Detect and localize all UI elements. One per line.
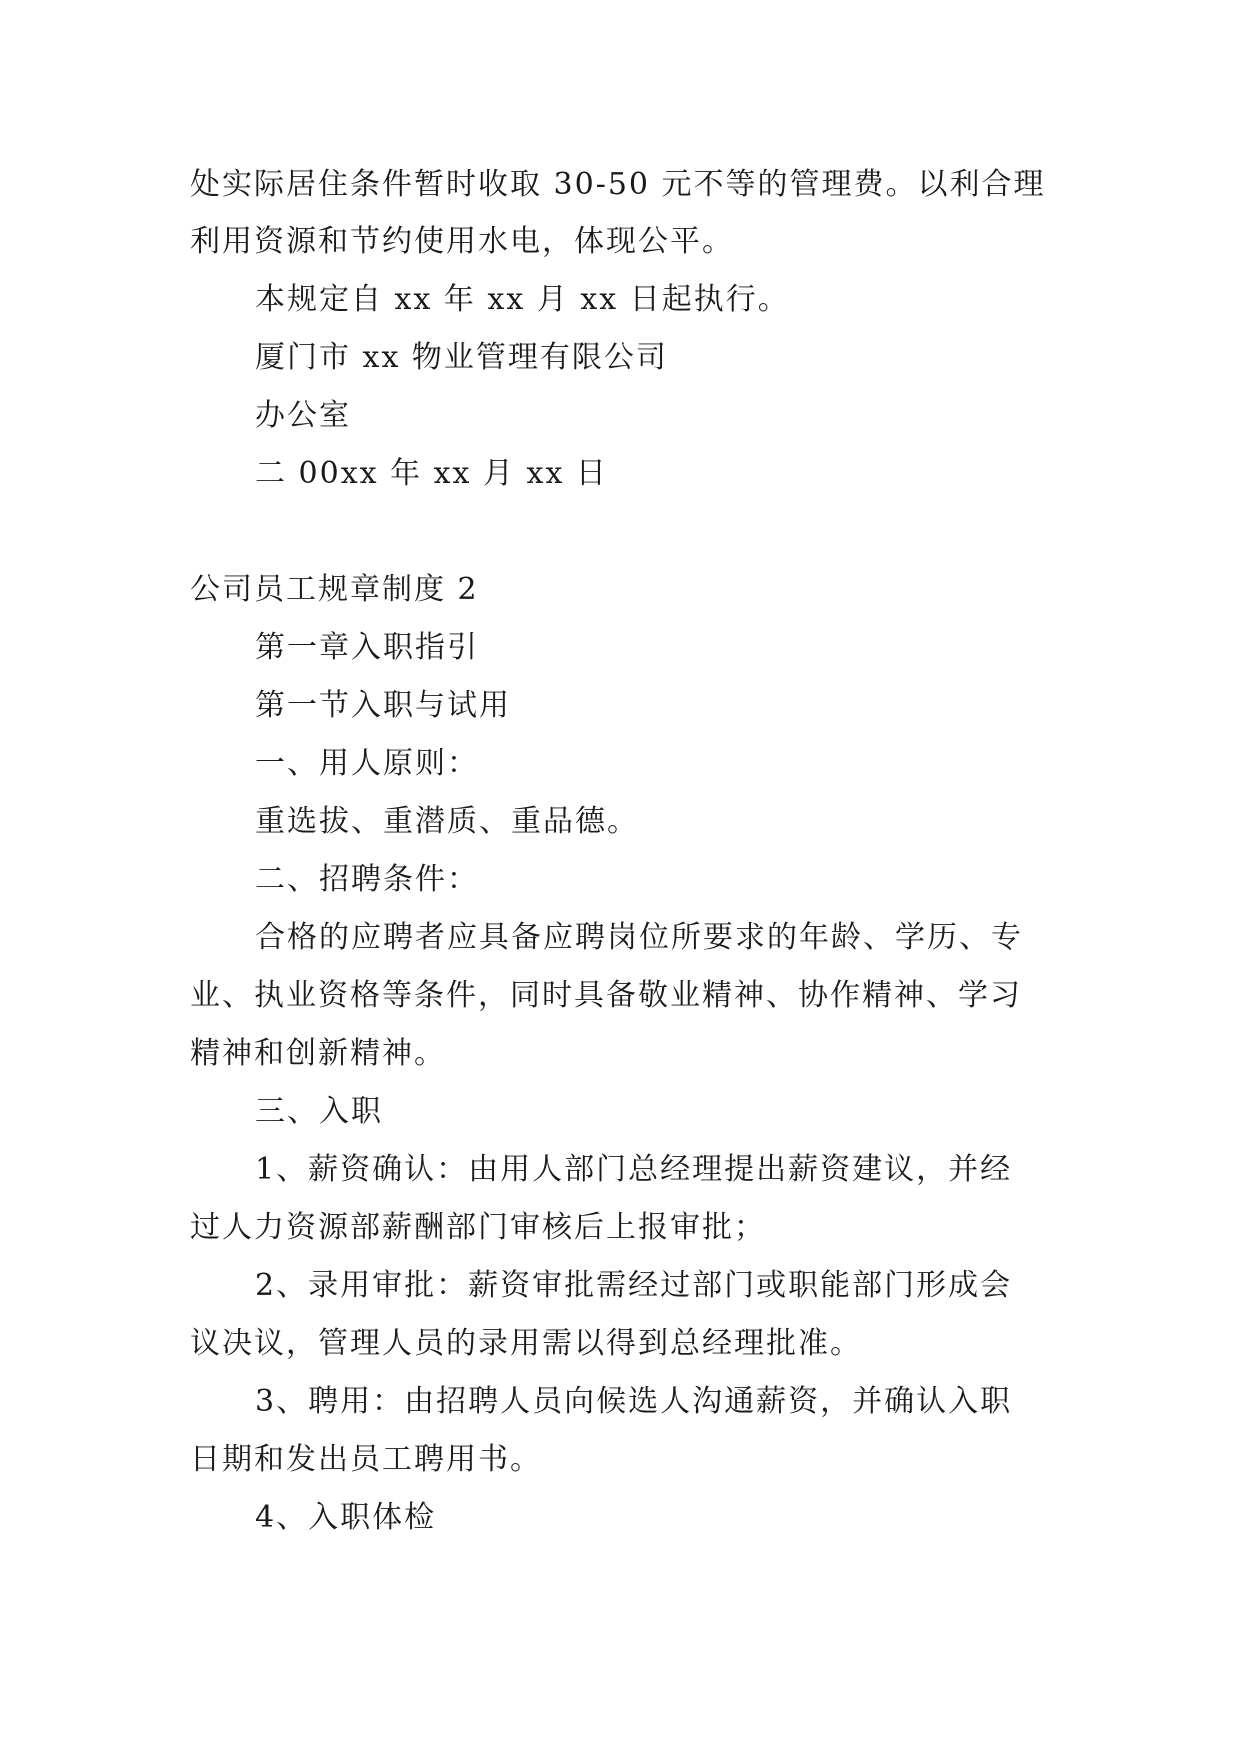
paragraph-line: 重选拔、重潜质、重品德。	[255, 804, 639, 839]
paragraph-line: 过人力资源部薪酬部门审核后上报审批；	[190, 1210, 766, 1245]
chapter-heading: 第一章入职指引	[255, 630, 479, 665]
effective-date-line: 本规定自 xx 年 xx 月 xx 日起执行。	[255, 282, 790, 317]
paragraph-line: 合格的应聘者应具备应聘岗位所要求的年龄、学历、专	[255, 920, 1023, 955]
department-name: 办公室	[255, 398, 351, 433]
company-name: 厦门市 xx 物业管理有限公司	[255, 340, 668, 375]
paragraph-line: 议决议，管理人员的录用需以得到总经理批准。	[190, 1326, 862, 1361]
item-heading: 三、入职	[255, 1094, 383, 1129]
document-title: 公司员工规章制度 2	[190, 572, 479, 607]
paragraph-line: 3、聘用：由招聘人员向候选人沟通薪资，并确认入职	[255, 1384, 1013, 1419]
section-heading: 第一节入职与试用	[255, 688, 511, 723]
paragraph-line: 精神和创新精神。	[190, 1036, 446, 1071]
signature-date: 二 00xx 年 xx 月 xx 日	[255, 456, 608, 491]
item-heading: 二、招聘条件：	[255, 862, 479, 897]
paragraph-line: 1、薪资确认：由用人部门总经理提出薪资建议，并经	[255, 1152, 1013, 1187]
paragraph-line: 处实际居住条件暂时收取 30-50 元不等的管理费。以利合理	[190, 167, 1046, 202]
paragraph-line: 业、执业资格等条件，同时具备敬业精神、协作精神、学习	[190, 978, 1022, 1013]
paragraph-line: 日期和发出员工聘用书。	[190, 1442, 542, 1477]
item-heading: 一、用人原则：	[255, 746, 479, 781]
paragraph-line: 利用资源和节约使用水电，体现公平。	[190, 224, 734, 259]
paragraph-line: 2、录用审批：薪资审批需经过部门或职能部门形成会	[255, 1268, 1013, 1303]
paragraph-line: 4、入职体检	[255, 1500, 437, 1535]
